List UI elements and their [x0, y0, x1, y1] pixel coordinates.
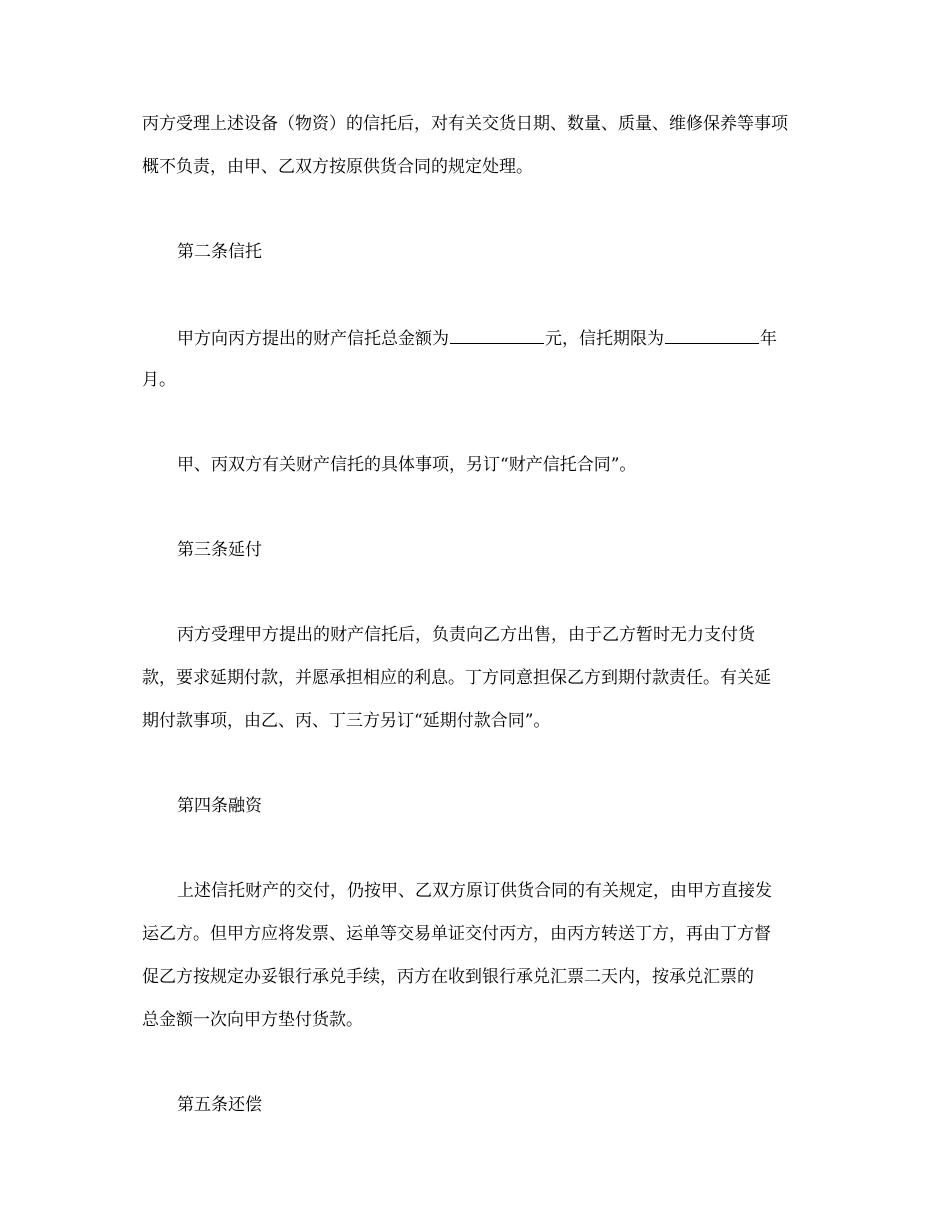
- text-segment: 元，信托期限为: [545, 329, 664, 349]
- paragraph-line: 丙方受理上述设备（物资）的信托后，对有关交货日期、数量、质量、维修保养等事项: [142, 114, 788, 134]
- article-heading: 第四条融资: [177, 796, 262, 816]
- paragraph-line: 上述信托财产的交付，仍按甲、乙双方原订供货合同的有关规定，由甲方直接发: [177, 881, 772, 901]
- article-heading: 第二条信托: [177, 242, 262, 262]
- paragraph-line: 运乙方。但甲方应将发票、运单等交易单证交付丙方，由丙方转送丁方，再由丁方督: [142, 924, 771, 944]
- paragraph-line: 款，要求延期付款，并愿承担相应的利息。丁方同意担保乙方到期付款责任。有关延: [142, 668, 771, 688]
- paragraph-line: 丙方受理甲方提出的财产信托后，负责向乙方出售，由于乙方暂时无力支付货: [177, 625, 755, 645]
- article-heading: 第五条还偿: [177, 1095, 262, 1115]
- article-heading: 第三条延付: [177, 540, 262, 560]
- amount-blank: [450, 325, 544, 344]
- paragraph-line: 期付款事项，由乙、丙、丁三方另订“延期付款合同”。: [142, 711, 551, 731]
- paragraph-line: 月。: [142, 370, 176, 390]
- paragraph-line: 促乙方按规定办妥银行承兑手续，丙方在收到银行承兑汇票二天内，按承兑汇票的: [142, 967, 754, 987]
- text-segment: 甲方向丙方提出的财产信托总金额为: [177, 329, 449, 349]
- paragraph-line: 甲、丙双方有关财产信托的具体事项，另订“财产信托合同”。: [177, 455, 637, 475]
- paragraph-line: 总金额一次向甲方垫付货款。: [142, 1010, 363, 1030]
- period-blank: [665, 325, 759, 344]
- text-segment: 年: [760, 329, 777, 349]
- paragraph-line: [177, 325, 877, 351]
- paragraph-line: 概不负责，由甲、乙双方按原供货合同的规定处理。: [142, 157, 533, 177]
